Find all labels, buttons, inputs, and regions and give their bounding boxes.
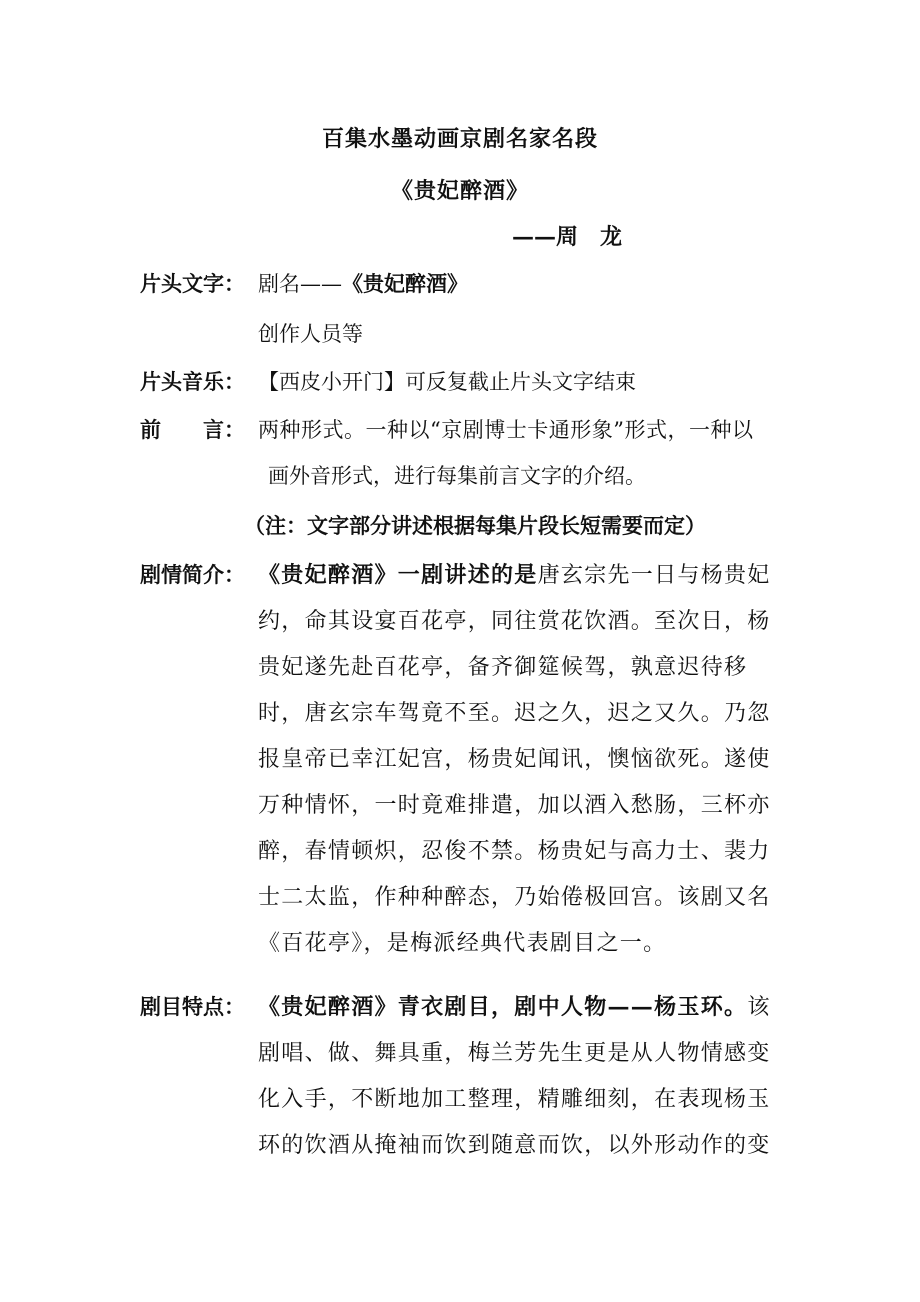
opening-text-label: 片头文字：: [140, 271, 245, 296]
series-title: 百集水墨动画京剧名家名段: [321, 126, 598, 152]
features-lead: 《贵妃醉酒》青衣剧目，剧中人物——杨玉环。: [258, 994, 748, 1020]
features-paragraph: [258, 984, 788, 1169]
play-title: 《贵妃醉酒》: [390, 178, 529, 204]
preface-label: 前 言：: [140, 417, 245, 442]
opening-music-label: 片头音乐：: [140, 369, 245, 394]
opening-text-line2: 创作人员等: [258, 322, 363, 346]
synopsis-body: 唐玄宗先一日与杨贵妃约，命其设宴百花亭，同往赏花饮酒。至次日，杨贵妃遂先赴百花亭，备齐御筵候驾，孰意迟待移时，唐玄宗车驾竟不至。迟之久，迟之又久。乃忽报皇帝已幸江妃宫，杨贵妃闻讯，懊恼欲死。遂使万种情怀，一时竟难排遣，加以酒入愁肠，三杯亦醉，春情顿炽，忍俊不禁。杨贵妃与高力士、裴力士二太监，作种种醉态，乃始倦极回宫。该剧又名《百花亭》，是梅派经典代表剧目之一。: [258, 563, 771, 956]
opening-music-text: 【西皮小开门】可反复截止片头文字结束: [258, 370, 636, 394]
features-label: 剧目特点：: [140, 994, 245, 1019]
synopsis-label: 剧情简介：: [140, 562, 245, 587]
preface-line2: 画外音形式，进行每集前言文字的介绍。: [268, 464, 646, 488]
synopsis-paragraph: [258, 552, 788, 967]
author-line: ——周 龙: [512, 224, 623, 250]
features-body: 该剧唱、做、舞具重，梅兰芳先生更是从人物情感变化入手，不断地加工整理，精雕细刻，在表现杨玉环的饮酒从掩袖而饮到随意而饮，以外形动作的变: [258, 995, 771, 1158]
preface-note: （注：文字部分讲述根据每集片段长短需要而定）: [244, 513, 706, 538]
opening-text-line1: [258, 268, 468, 298]
opening-text-prefix: 剧名——: [258, 272, 342, 296]
synopsis-lead: 《贵妃醉酒》一剧讲述的是: [258, 562, 538, 588]
preface-line1: 两种形式。一种以“京剧博士卡通形象”形式，一种以: [258, 418, 754, 442]
opening-text-title: 《贵妃醉酒》: [342, 271, 468, 296]
